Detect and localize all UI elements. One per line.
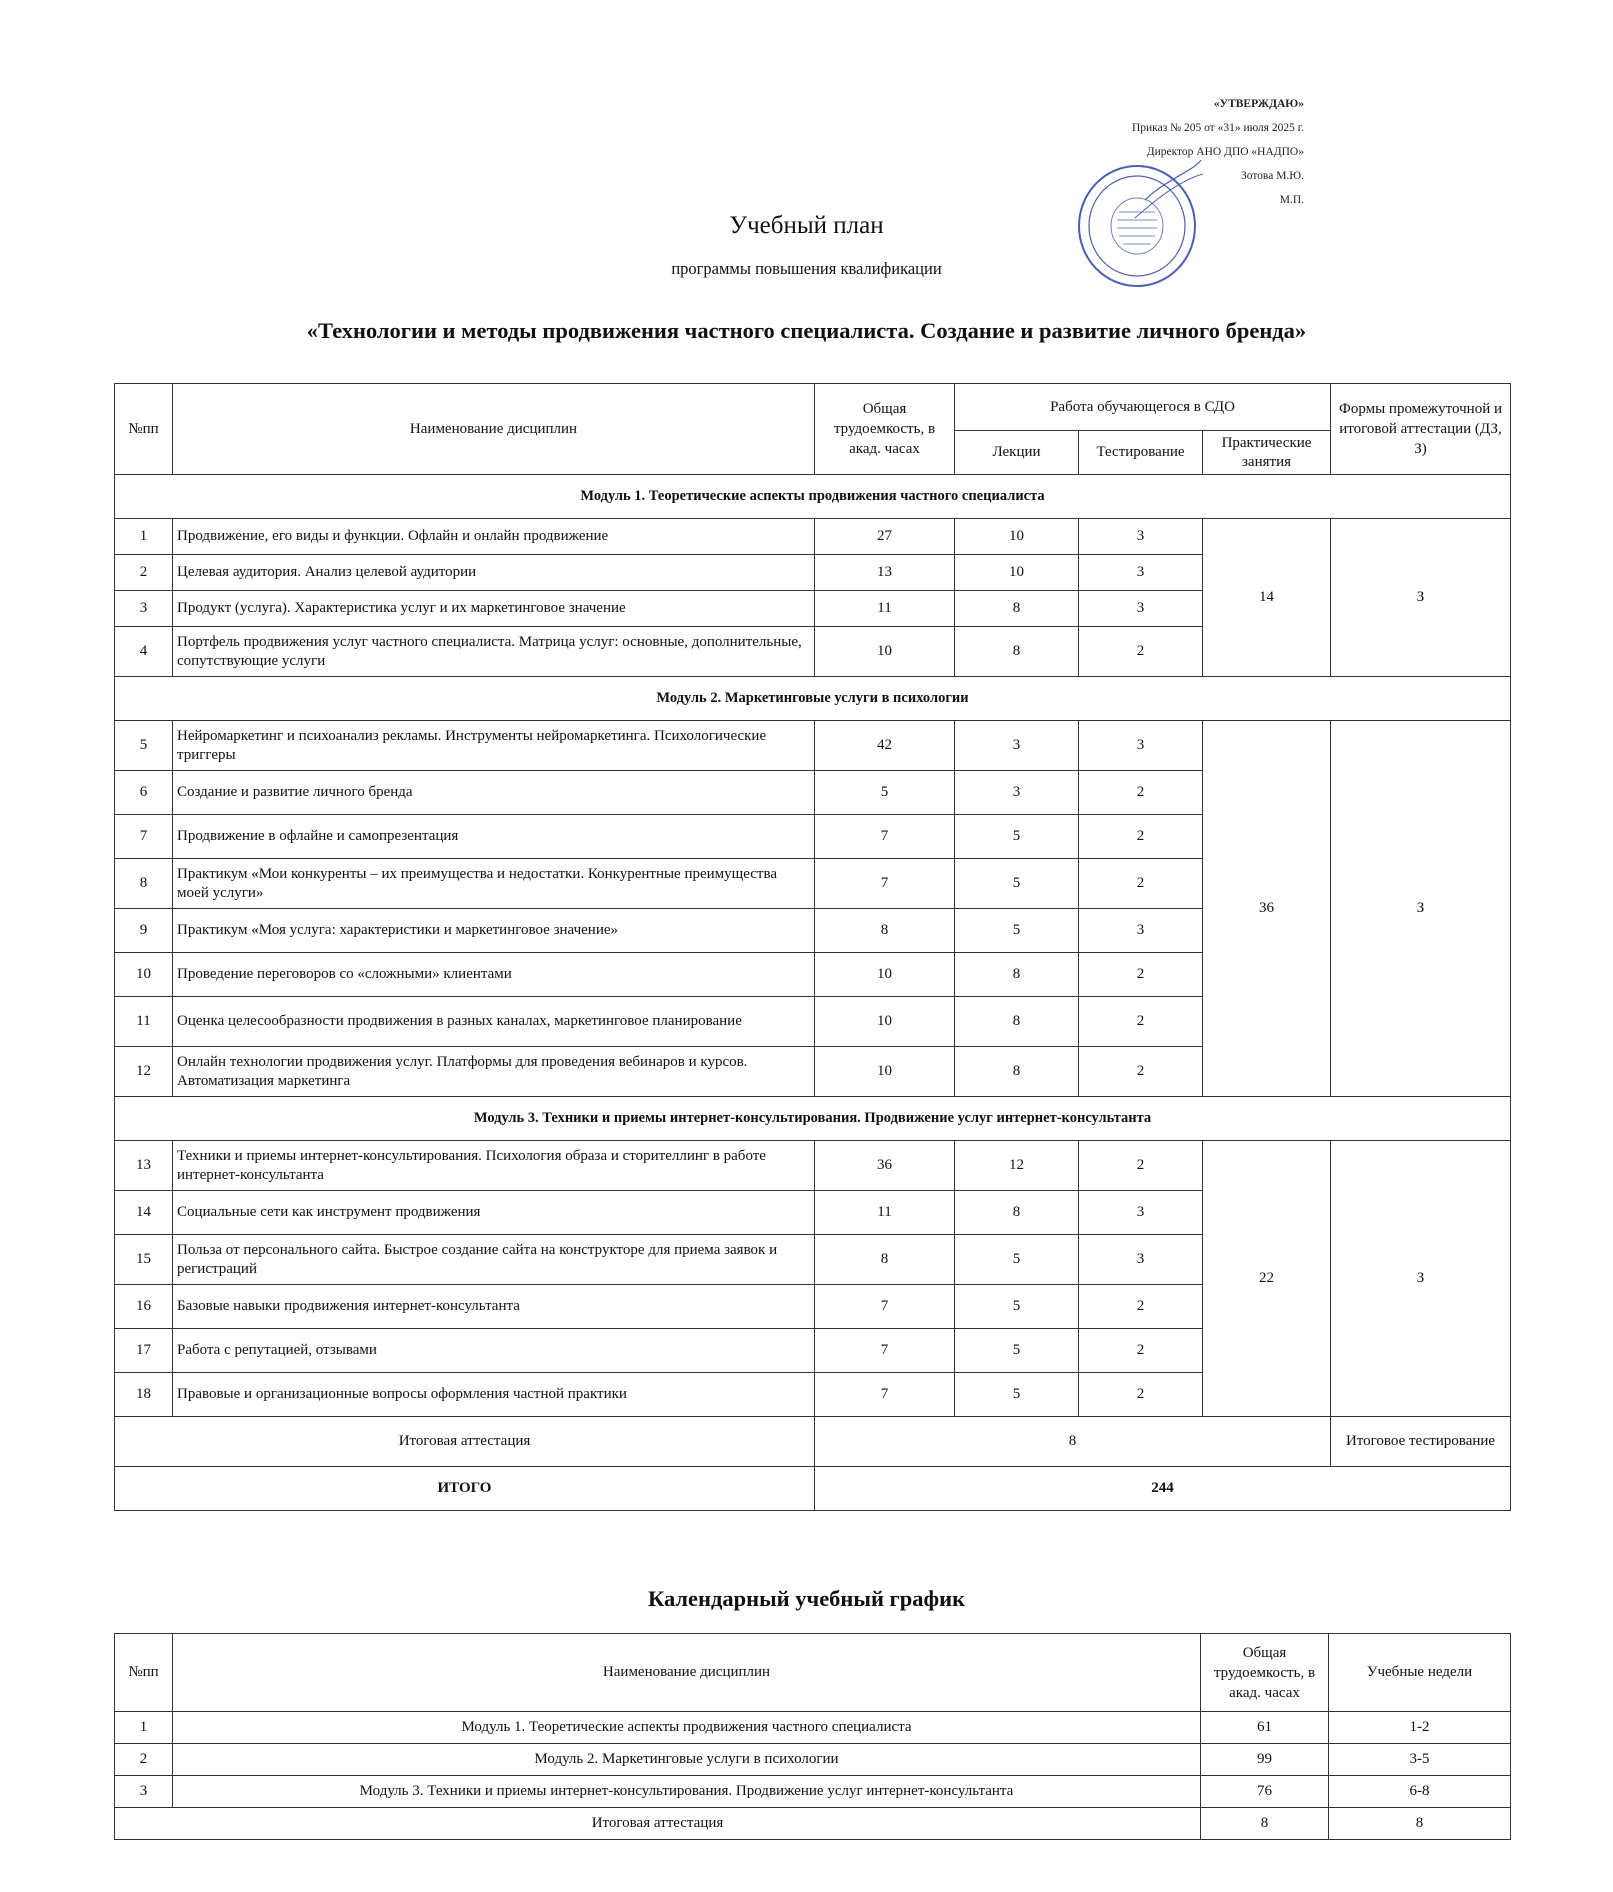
total-hours: 8	[815, 1235, 955, 1285]
total-hours: 5	[815, 771, 955, 815]
row-number: 5	[115, 721, 173, 771]
testing-hours: 2	[1079, 859, 1203, 909]
row-number: 3	[115, 591, 173, 627]
practice-hours: 14	[1203, 519, 1331, 677]
final-attestation-label: Итоговая аттестация	[115, 1417, 815, 1467]
row-number: 18	[115, 1373, 173, 1417]
testing-hours: 3	[1079, 555, 1203, 591]
total-hours: 7	[815, 1285, 955, 1329]
header-lectures: Лекции	[955, 431, 1079, 475]
lecture-hours: 5	[955, 1373, 1079, 1417]
lecture-hours: 8	[955, 591, 1079, 627]
page-subtitle: программы повышения квалификации	[671, 259, 942, 278]
lecture-hours: 5	[955, 1235, 1079, 1285]
final-attestation-form: Итоговое тестирование	[1331, 1417, 1511, 1467]
total-hours: 27	[815, 519, 955, 555]
row-number: 1	[115, 1712, 173, 1744]
row-number: 1	[115, 519, 173, 555]
total-hours: 61	[1201, 1712, 1329, 1744]
discipline-name: Базовые навыки продвижения интернет-консультанта	[173, 1285, 815, 1329]
practice-hours: 36	[1203, 721, 1331, 1097]
testing-hours: 2	[1079, 627, 1203, 677]
total-hours: 7	[815, 1329, 955, 1373]
cal-header-name: Наименование дисциплин	[173, 1634, 1201, 1712]
approval-director: Директор АНО ДПО «НАДПО»	[1146, 146, 1304, 158]
header-name: Наименование дисциплин	[173, 384, 815, 475]
total-hours: 99	[1201, 1744, 1329, 1776]
row-number: 3	[115, 1776, 173, 1808]
testing-hours: 3	[1079, 519, 1203, 555]
header-work: Работа обучающегося в СДО	[955, 384, 1331, 431]
row-number: 6	[115, 771, 173, 815]
table-row	[115, 1712, 1511, 1744]
total-hours: 76	[1201, 1776, 1329, 1808]
lecture-hours: 5	[955, 859, 1079, 909]
testing-hours: 2	[1079, 953, 1203, 997]
table-row	[115, 1141, 1511, 1191]
approval-order: Приказ № 205 от «31» июля 2025 г.	[1131, 122, 1304, 134]
row-number: 2	[115, 1744, 173, 1776]
total-hours: 42	[815, 721, 955, 771]
lecture-hours: 8	[955, 1191, 1079, 1235]
testing-hours: 3	[1079, 1235, 1203, 1285]
module-name: Модуль 1. Теоретические аспекты продвижения частного специалиста	[173, 1712, 1201, 1744]
row-number: 11	[115, 997, 173, 1047]
discipline-name: Техники и приемы интернет-консультирования. Психология образа и сторителлинг в работе интернет-консультанта	[173, 1141, 815, 1191]
testing-hours: 3	[1079, 591, 1203, 627]
total-hours: 7	[815, 815, 955, 859]
discipline-name: Онлайн технологии продвижения услуг. Платформы для проведения вебинаров и курсов. Автоматизация маркетинга	[173, 1047, 815, 1097]
row-number: 17	[115, 1329, 173, 1373]
table-row	[115, 1776, 1511, 1808]
header-practice: Практические занятия	[1203, 431, 1331, 475]
discipline-name: Продвижение, его виды и функции. Офлайн и онлайн продвижение	[173, 519, 815, 555]
total-hours: 11	[815, 1191, 955, 1235]
discipline-name: Работа с репутацией, отзывами	[173, 1329, 815, 1373]
testing-hours: 3	[1079, 909, 1203, 953]
module-title: Модуль 1. Теоретические аспекты продвижения частного специалиста	[115, 475, 1511, 519]
table-row	[115, 519, 1511, 555]
module-heading-row	[115, 475, 1511, 519]
approval-head: «УТВЕРЖДАЮ»	[1213, 98, 1304, 110]
row-number: 16	[115, 1285, 173, 1329]
row-number: 2	[115, 555, 173, 591]
discipline-name: Практикум «Моя услуга: характеристики и маркетинговое значение»	[173, 909, 815, 953]
cal-header-total: Общая трудоемкость, в акад. часах	[1201, 1634, 1329, 1712]
calendar-title: Календарный учебный график	[647, 1586, 966, 1611]
curriculum-table	[114, 383, 1511, 1511]
total-hours: 10	[815, 1047, 955, 1097]
final-attestation-row	[115, 1808, 1511, 1840]
row-number: 4	[115, 627, 173, 677]
lecture-hours: 5	[955, 1285, 1079, 1329]
final-attestation-weeks: 8	[1329, 1808, 1511, 1840]
testing-hours: 2	[1079, 1329, 1203, 1373]
discipline-name: Правовые и организационные вопросы оформления частной практики	[173, 1373, 815, 1417]
table-row	[115, 721, 1511, 771]
total-hours: 10	[815, 953, 955, 997]
discipline-name: Социальные сети как инструмент продвижения	[173, 1191, 815, 1235]
discipline-name: Продукт (услуга). Характеристика услуг и их маркетинговое значение	[173, 591, 815, 627]
lecture-hours: 8	[955, 627, 1079, 677]
lecture-hours: 5	[955, 909, 1079, 953]
final-attestation-hours: 8	[1201, 1808, 1329, 1840]
discipline-name: Проведение переговоров со «сложными» клиентами	[173, 953, 815, 997]
attestation-form: З	[1331, 1141, 1511, 1417]
lecture-hours: 8	[955, 953, 1079, 997]
lecture-hours: 5	[955, 1329, 1079, 1373]
header-num: №пп	[115, 384, 173, 475]
total-hours: 8	[815, 909, 955, 953]
total-label: ИТОГО	[115, 1467, 815, 1511]
total-hours: 7	[815, 859, 955, 909]
table-row	[115, 1744, 1511, 1776]
total-row	[115, 1467, 1511, 1511]
lecture-hours: 3	[955, 771, 1079, 815]
testing-hours: 3	[1079, 721, 1203, 771]
testing-hours: 2	[1079, 1047, 1203, 1097]
final-attestation-label: Итоговая аттестация	[115, 1808, 1201, 1840]
lecture-hours: 8	[955, 1047, 1079, 1097]
discipline-name: Нейромаркетинг и психоанализ рекламы. Инструменты нейромаркетинга. Психологические триггеры	[173, 721, 815, 771]
module-heading-row	[115, 677, 1511, 721]
total-hours: 7	[815, 1373, 955, 1417]
testing-hours: 2	[1079, 1285, 1203, 1329]
discipline-name: Портфель продвижения услуг частного специалиста. Матрица услуг: основные, дополнительные, сопутствующие услуги	[173, 627, 815, 677]
testing-hours: 2	[1079, 1141, 1203, 1191]
header-total: Общая трудоемкость, в акад. часах	[815, 384, 955, 475]
total-hours: 36	[815, 1141, 955, 1191]
final-attestation-hours: 8	[815, 1417, 1331, 1467]
lecture-hours: 12	[955, 1141, 1079, 1191]
total-hours: 11	[815, 591, 955, 627]
lecture-hours: 10	[955, 555, 1079, 591]
header-testing: Тестирование	[1079, 431, 1203, 475]
discipline-name: Создание и развитие личного бренда	[173, 771, 815, 815]
row-number: 7	[115, 815, 173, 859]
final-attestation-row	[115, 1417, 1511, 1467]
discipline-name: Продвижение в офлайне и самопрезентация	[173, 815, 815, 859]
testing-hours: 2	[1079, 771, 1203, 815]
lecture-hours: 3	[955, 721, 1079, 771]
study-weeks: 6-8	[1329, 1776, 1511, 1808]
program-title: «Технологии и методы продвижения частного специалиста. Создание и развитие личного бренда»	[306, 318, 1307, 343]
testing-hours: 2	[1079, 1373, 1203, 1417]
module-name: Модуль 3. Техники и приемы интернет-консультирования. Продвижение услуг интернет-консультанта	[173, 1776, 1201, 1808]
approval-name: Зотова М.Ю.	[1240, 170, 1304, 182]
discipline-name: Оценка целесообразности продвижения в разных каналах, маркетинговое планирование	[173, 997, 815, 1047]
total-hours: 10	[815, 627, 955, 677]
page-title: Учебный план	[729, 212, 884, 239]
testing-hours: 2	[1079, 815, 1203, 859]
row-number: 15	[115, 1235, 173, 1285]
lecture-hours: 10	[955, 519, 1079, 555]
module-title: Модуль 3. Техники и приемы интернет-консультирования. Продвижение услуг интернет-консультанта	[115, 1097, 1511, 1141]
study-weeks: 1-2	[1329, 1712, 1511, 1744]
module-title: Модуль 2. Маркетинговые услуги в психологии	[115, 677, 1511, 721]
row-number: 13	[115, 1141, 173, 1191]
testing-hours: 3	[1079, 1191, 1203, 1235]
calendar-table	[114, 1633, 1511, 1840]
header-forms: Формы промежуточной и итоговой аттестации (ДЗ, З)	[1331, 384, 1511, 475]
cal-header-weeks: Учебные недели	[1329, 1634, 1511, 1712]
attestation-form: З	[1331, 721, 1511, 1097]
discipline-name: Практикум «Мои конкуренты – их преимущества и недостатки. Конкурентные преимущества моей услуги»	[173, 859, 815, 909]
row-number: 14	[115, 1191, 173, 1235]
lecture-hours: 8	[955, 997, 1079, 1047]
practice-hours: 22	[1203, 1141, 1331, 1417]
row-number: 8	[115, 859, 173, 909]
attestation-form: З	[1331, 519, 1511, 677]
discipline-name: Польза от персонального сайта. Быстрое создание сайта на конструкторе для приема заявок и регистраций	[173, 1235, 815, 1285]
module-name: Модуль 2. Маркетинговые услуги в психологии	[173, 1744, 1201, 1776]
study-weeks: 3-5	[1329, 1744, 1511, 1776]
discipline-name: Целевая аудитория. Анализ целевой аудитории	[173, 555, 815, 591]
cal-header-num: №пп	[115, 1634, 173, 1712]
testing-hours: 2	[1079, 997, 1203, 1047]
total-hours: 10	[815, 997, 955, 1047]
row-number: 12	[115, 1047, 173, 1097]
total-hours-sum: 244	[815, 1467, 1511, 1511]
row-number: 10	[115, 953, 173, 997]
approval-seal-label: М.П.	[1279, 194, 1304, 206]
total-hours: 13	[815, 555, 955, 591]
lecture-hours: 5	[955, 815, 1079, 859]
row-number: 9	[115, 909, 173, 953]
module-heading-row	[115, 1097, 1511, 1141]
